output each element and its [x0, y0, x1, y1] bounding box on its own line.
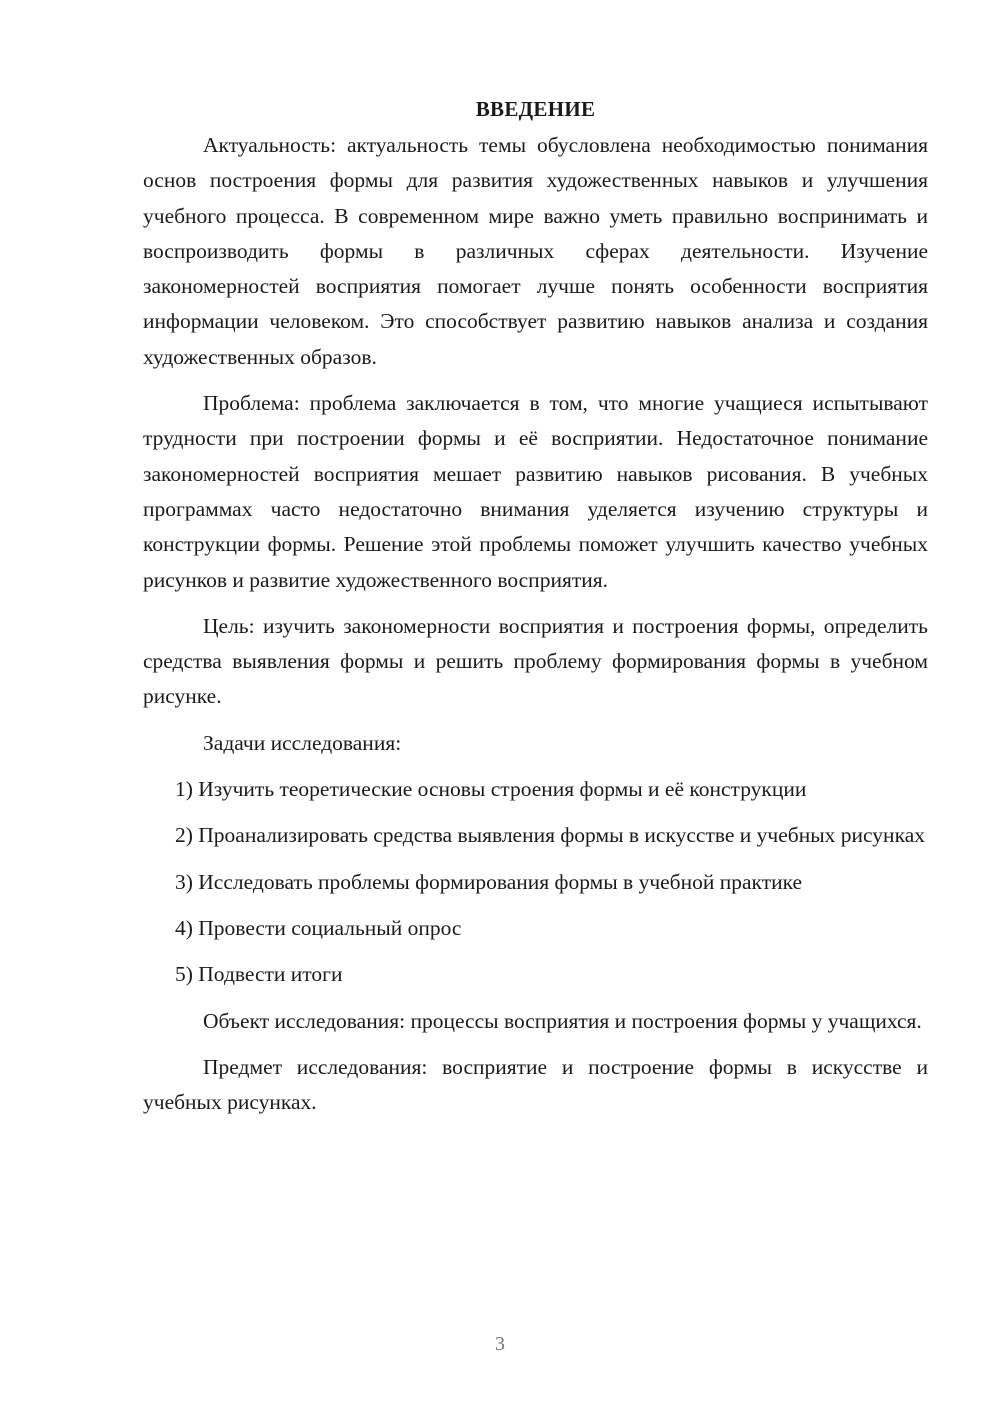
section-title: ВВЕДЕНИЕ: [475, 97, 596, 121]
document-page: [143, 92, 928, 1131]
problem-paragraph: Проблема: проблема заключается в том, что многие учащиеся испытывают трудности при построении формы и её восприятии. Недостаточное понимание закономерностей восприятия мешает развитию навыков рисования. В учебных программах часто недостаточно внимания уделяется изучению структуры и конструкции формы. Решение этой проблемы поможет улучшить качество учебных рисунков и развитие художественного восприятия.: [143, 391, 928, 592]
task-item: 2) Проанализировать средства выявления формы в искусстве и учебных рисунках: [175, 823, 925, 848]
relevance-paragraph: Актуальность: актуальность темы обусловлена необходимостью понимания основ построения формы для развития художественных навыков и улучшения учебного процесса. В современном мире важно уметь правильно воспринимать и воспроизводить формы в различных сферах деятельности. Изучение закономерностей восприятия помогает лучше понять особенности восприятия информации человеком. Это способствует развитию навыков анализа и создания художественных образов.: [143, 133, 928, 369]
tasks-heading: Задачи исследования:: [203, 730, 402, 755]
page-number: 3: [495, 1333, 505, 1355]
object-paragraph: Объект исследования: процессы восприятия и построения формы у учащихся.: [203, 1008, 922, 1033]
task-item: 5) Подвести итоги: [175, 962, 343, 987]
goal-paragraph: Цель: изучить закономерности восприятия и построения формы, определить средства выявления формы и решить проблему формирования формы в учебном рисунке.: [143, 613, 928, 709]
task-item: 3) Исследовать проблемы формирования формы в учебной практике: [175, 869, 803, 894]
task-item: 1) Изучить теоретические основы строения формы и её конструкции: [175, 777, 807, 802]
task-item: 4) Провести социальный опрос: [175, 915, 462, 940]
subject-paragraph: Предмет исследования: восприятие и построение формы в искусстве и учебных рисунках.: [143, 1054, 928, 1115]
